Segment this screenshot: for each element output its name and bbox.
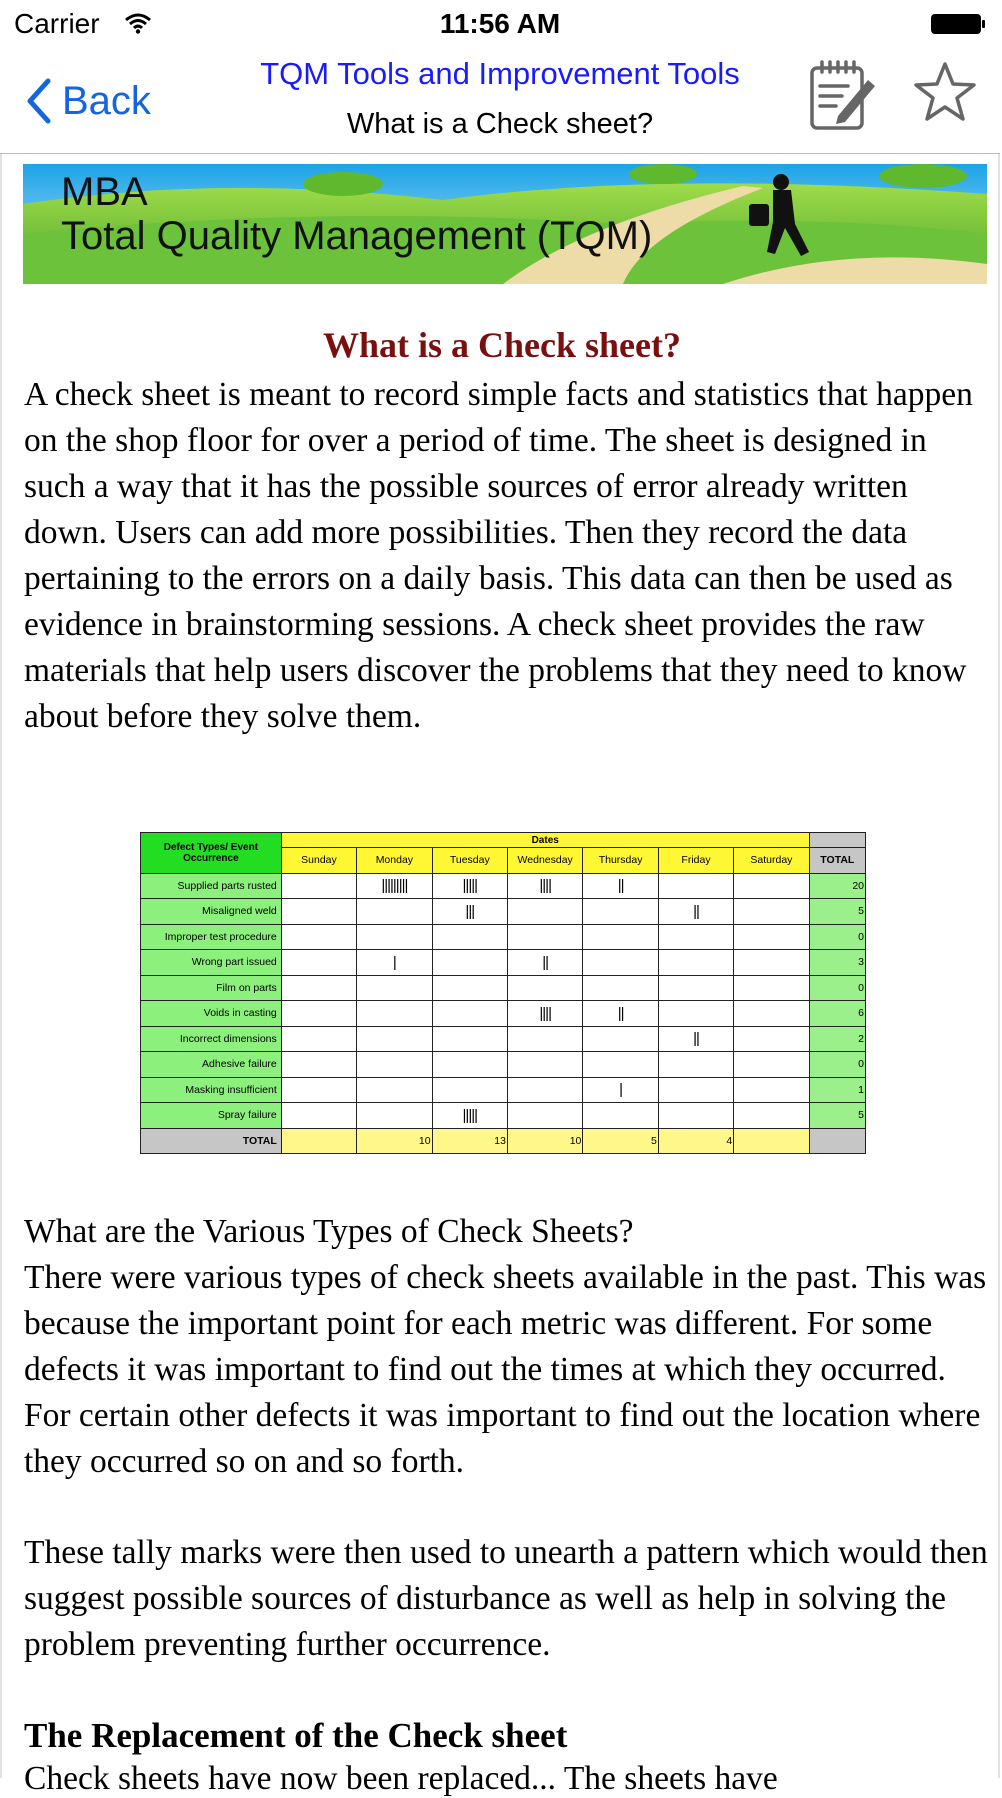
replacement-heading: The Replacement of the Check sheet <box>24 1716 568 1755</box>
nav-title: TQM Tools and Improvement Tools <box>260 56 740 91</box>
defect-label: Adhesive failure <box>141 1052 282 1078</box>
tally-cell <box>507 975 582 1001</box>
defect-label: Film on parts <box>141 975 282 1001</box>
day-total: 4 <box>658 1128 733 1154</box>
table-row <box>141 899 866 925</box>
tally-cell <box>281 1001 356 1027</box>
row-total: 0 <box>809 924 865 950</box>
tally-cell <box>734 975 809 1001</box>
tally-cell: ||||||||| <box>357 873 432 899</box>
tally-cell <box>281 1077 356 1103</box>
dates-header-row <box>141 833 866 848</box>
banner-line-2: Total Quality Management (TQM) <box>61 214 653 258</box>
tally-cell <box>357 1077 432 1103</box>
tally-cell: || <box>583 873 658 899</box>
navigation-bar <box>0 50 1000 154</box>
tally-cell <box>281 950 356 976</box>
tally-cell: |||| <box>507 873 582 899</box>
total-header: TOTAL <box>809 848 865 874</box>
row-total: 3 <box>809 950 865 976</box>
tally-cell <box>357 1001 432 1027</box>
article-view[interactable] <box>0 154 1000 1797</box>
row-total: 2 <box>809 1026 865 1052</box>
grand-total-blank <box>809 1128 865 1154</box>
tally-cell: ||| <box>432 899 507 925</box>
tally-cell <box>658 1052 733 1078</box>
day-header: Thursday <box>583 848 658 874</box>
defect-label: Masking insufficient <box>141 1077 282 1103</box>
corner-header: Defect Types/ Event Occurrence <box>141 833 282 874</box>
tally-cell <box>583 950 658 976</box>
tally-cell <box>281 975 356 1001</box>
mba-banner <box>23 164 987 284</box>
notes-icon[interactable] <box>808 58 878 134</box>
tally-cell <box>507 924 582 950</box>
day-header: Monday <box>357 848 432 874</box>
tally-cell <box>658 1001 733 1027</box>
tally-cell <box>658 924 733 950</box>
day-header: Saturday <box>734 848 809 874</box>
tally-cell: || <box>658 899 733 925</box>
day-total: 10 <box>507 1128 582 1154</box>
tally-cell <box>357 899 432 925</box>
tally-cell <box>734 1026 809 1052</box>
carrier-label: Carrier <box>14 8 100 39</box>
row-total: 6 <box>809 1001 865 1027</box>
day-total: 13 <box>432 1128 507 1154</box>
tally-cell <box>734 924 809 950</box>
tally-cell <box>357 975 432 1001</box>
tally-cell <box>432 1077 507 1103</box>
tally-cell <box>734 899 809 925</box>
row-total: 20 <box>809 873 865 899</box>
tally-cell <box>281 1026 356 1052</box>
table-row <box>141 873 866 899</box>
check-sheet-table <box>140 832 866 1168</box>
tally-cell: ||||| <box>432 1103 507 1129</box>
dates-header: Dates <box>281 833 809 848</box>
tally-paragraph: These tally marks were then used to unearth a pattern which would then suggest possible sources of disturbance as well as help in solving the problem preventing further occurrence. <box>24 1534 988 1663</box>
tally-cell: || <box>583 1001 658 1027</box>
tally-cell <box>432 975 507 1001</box>
totals-row <box>141 1128 866 1154</box>
tally-cell <box>507 1103 582 1129</box>
table-row <box>141 1077 866 1103</box>
day-total: 10 <box>357 1128 432 1154</box>
day-total: 5 <box>583 1128 658 1154</box>
defect-label: Voids in casting <box>141 1001 282 1027</box>
tally-cell <box>432 1052 507 1078</box>
tally-cell <box>507 1052 582 1078</box>
tally-cell: ||||| <box>432 873 507 899</box>
article-heading: What is a Check sheet? <box>323 325 681 365</box>
tally-cell <box>281 899 356 925</box>
tally-cell: |||| <box>507 1001 582 1027</box>
tally-cell <box>507 1077 582 1103</box>
table-row <box>141 1001 866 1027</box>
total-header-blank <box>809 833 865 848</box>
tally-cell <box>734 873 809 899</box>
table-row <box>141 975 866 1001</box>
table-row <box>141 1103 866 1129</box>
star-icon[interactable] <box>912 60 978 126</box>
tally-cell <box>583 1026 658 1052</box>
tally-cell: | <box>583 1077 658 1103</box>
tally-cell <box>658 975 733 1001</box>
tally-cell <box>658 1103 733 1129</box>
tally-cell <box>432 924 507 950</box>
tally-cell <box>281 924 356 950</box>
intro-paragraph: A check sheet is meant to record simple facts and statistics that happen on the shop floor for over a period of time. The sheet is designed in such a way that it has the possible sources of error already written down. Users can add more possibilities. Then they record the data pertaining to the errors on a daily basis. This data can then be used as evidence in brainstorming sessions. A check sheet provides the raw materials that help users discover the problems that they need to know about before they solve them. <box>24 376 973 735</box>
tally-cell <box>357 1103 432 1129</box>
tally-cell <box>357 1026 432 1052</box>
cut-off-line: Check sheets have now been replaced... The sheets have <box>24 1760 778 1797</box>
defect-label: Spray failure <box>141 1103 282 1129</box>
tally-cell <box>432 1001 507 1027</box>
tally-cell <box>281 1103 356 1129</box>
tally-cell <box>583 924 658 950</box>
tally-cell <box>281 1052 356 1078</box>
table-row <box>141 1052 866 1078</box>
tally-cell <box>583 975 658 1001</box>
tally-cell <box>658 950 733 976</box>
tally-cell <box>734 1052 809 1078</box>
defect-label: Supplied parts rusted <box>141 873 282 899</box>
tally-cell <box>658 873 733 899</box>
table-row <box>141 950 866 976</box>
nav-subtitle: What is a Check sheet? <box>346 108 654 140</box>
tally-cell: || <box>658 1026 733 1052</box>
day-total <box>281 1128 356 1154</box>
row-total: 1 <box>809 1077 865 1103</box>
defect-label: Misaligned weld <box>141 899 282 925</box>
banner-line-1: MBA <box>61 170 148 214</box>
day-header: Sunday <box>281 848 356 874</box>
row-total: 5 <box>809 899 865 925</box>
totals-label: TOTAL <box>141 1128 282 1154</box>
day-total <box>734 1128 809 1154</box>
tally-cell <box>583 899 658 925</box>
tally-cell <box>658 1077 733 1103</box>
defect-label: Wrong part issued <box>141 950 282 976</box>
clock: 11:56 AM <box>439 8 561 39</box>
tally-cell <box>432 1026 507 1052</box>
tally-cell <box>507 899 582 925</box>
defect-label: Improper test procedure <box>141 924 282 950</box>
row-total: 0 <box>809 1052 865 1078</box>
day-header: Wednesday <box>507 848 582 874</box>
day-header: Friday <box>658 848 733 874</box>
battery-icon <box>930 13 986 35</box>
tally-cell <box>583 1103 658 1129</box>
back-label: Back <box>62 78 151 123</box>
tally-cell <box>583 1052 658 1078</box>
day-header: Tuesday <box>432 848 507 874</box>
tally-cell: || <box>507 950 582 976</box>
defect-label: Incorrect dimensions <box>141 1026 282 1052</box>
types-paragraph: What are the Various Types of Check Sheets? There were various types of check sheets available in the past. This was because the important point for each metric was different. For some defects it was important to find out the times at which they occurred. For certain other defects it was important to find out the location where they occurred so on and so forth. <box>24 1213 987 1480</box>
tally-cell <box>507 1026 582 1052</box>
row-total: 5 <box>809 1103 865 1129</box>
tally-cell <box>734 1001 809 1027</box>
tally-cell: | <box>357 950 432 976</box>
table-row <box>141 924 866 950</box>
table-row <box>141 1026 866 1052</box>
tally-cell <box>734 1077 809 1103</box>
tally-cell <box>281 873 356 899</box>
status-bar <box>0 0 1000 50</box>
tally-cell <box>432 950 507 976</box>
tally-cell <box>734 1103 809 1129</box>
tally-cell <box>734 950 809 976</box>
tally-cell <box>357 924 432 950</box>
tally-cell <box>357 1052 432 1078</box>
row-total: 0 <box>809 975 865 1001</box>
